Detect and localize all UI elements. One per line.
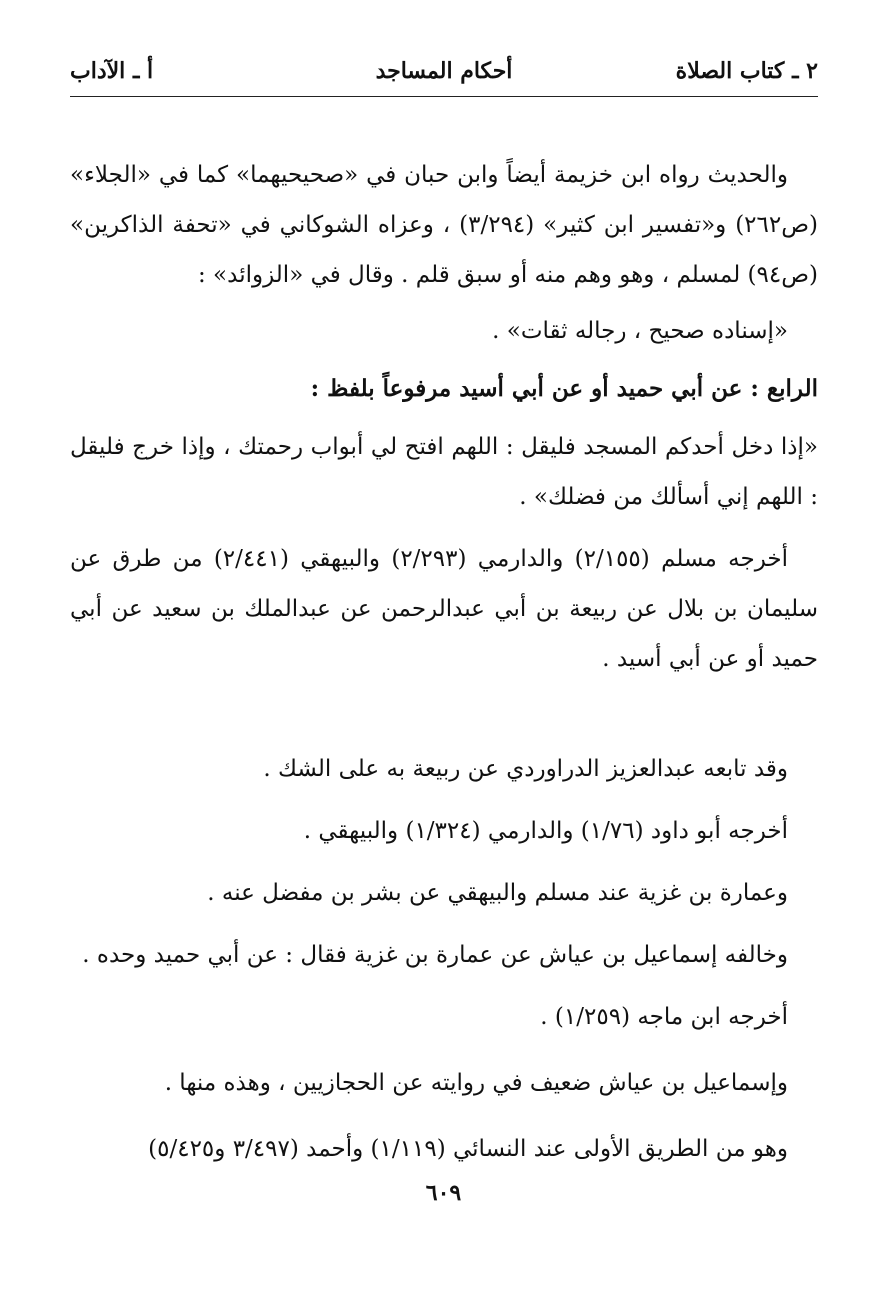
- paragraph-mutaba-darawardi: وقد تابعه عبدالعزيز الدراوردي عن ربيعة به على الشك .: [263, 756, 788, 782]
- running-header: [70, 52, 818, 92]
- page-number: ٦٠٩: [425, 1180, 462, 1206]
- header-chapter: ٢ ـ كتاب الصلاة: [675, 58, 818, 84]
- paragraph-ismail-daif: وإسماعيل بن عياش ضعيف في روايته عن الحجازيين ، وهذه منها .: [164, 1070, 788, 1096]
- paragraph-quote-isnad: «إسناده صحيح ، رجاله ثقات» .: [492, 318, 788, 344]
- paragraph-nasai-ahmad: وهو من الطريق الأولى عند النسائي (١/١١٩) وأحمد (٣/٤٩٧ و٥/٤٢٥): [148, 1136, 788, 1162]
- paragraph-hadith-text: «إذا دخل أحدكم المسجد فليقل : اللهم افتح لي أبواب رحمتك ، وإذا خرج فليقل : اللهم إني أسألك من فضلك» .: [70, 434, 818, 510]
- body-block-1: [70, 150, 818, 684]
- header-section-title: أحكام المساجد: [375, 58, 513, 84]
- paragraph-hadith-sources: والحديث رواه ابن خزيمة أيضاً وابن حبان في «صحيحيهما» كما في «الجلاء» (ص٢٦٢) و«تفسير ابن كثير» (٣/٢٩٤) ، وعزاه الشوكاني في «تحفة الذاكرين» (ص٩٤) لمسلم ، وهو وهم منه أو سبق قلم . وقال في «الزوائد» :: [70, 162, 819, 288]
- header-subsection: أ ـ الآداب: [70, 58, 154, 84]
- body-block-2: [70, 738, 818, 1180]
- paragraph-takhrij-abudawud: أخرجه أبو داود (١/٧٦) والدارمي (١/٣٢٤) والبيهقي .: [303, 818, 788, 844]
- paragraph-fourth-heading: الرابع : عن أبي حميد أو عن أبي أسيد مرفوعاً بلفظ :: [310, 375, 818, 402]
- paragraph-umara: وعمارة بن غزية عند مسلم والبيهقي عن بشر بن مفضل عنه .: [207, 880, 788, 906]
- paragraph-ismail-khilaf: وخالفه إسماعيل بن عياش عن عمارة بن غزية فقال : عن أبي حميد وحده .: [82, 942, 788, 968]
- header-divider: [70, 96, 818, 97]
- paragraph-takhrij-muslim: أخرجه مسلم (٢/١٥٥) والدارمي (٢/٢٩٣) والبيهقي (٢/٤٤١) من طرق عن سليمان بن بلال عن ربيعة بن أبي عبدالرحمن عن عبدالملك بن سعيد عن أبي حميد أو عن أبي أسيد .: [70, 546, 818, 672]
- paragraph-takhrij-ibnmajah: أخرجه ابن ماجه (١/٢٥٩) .: [540, 1004, 788, 1030]
